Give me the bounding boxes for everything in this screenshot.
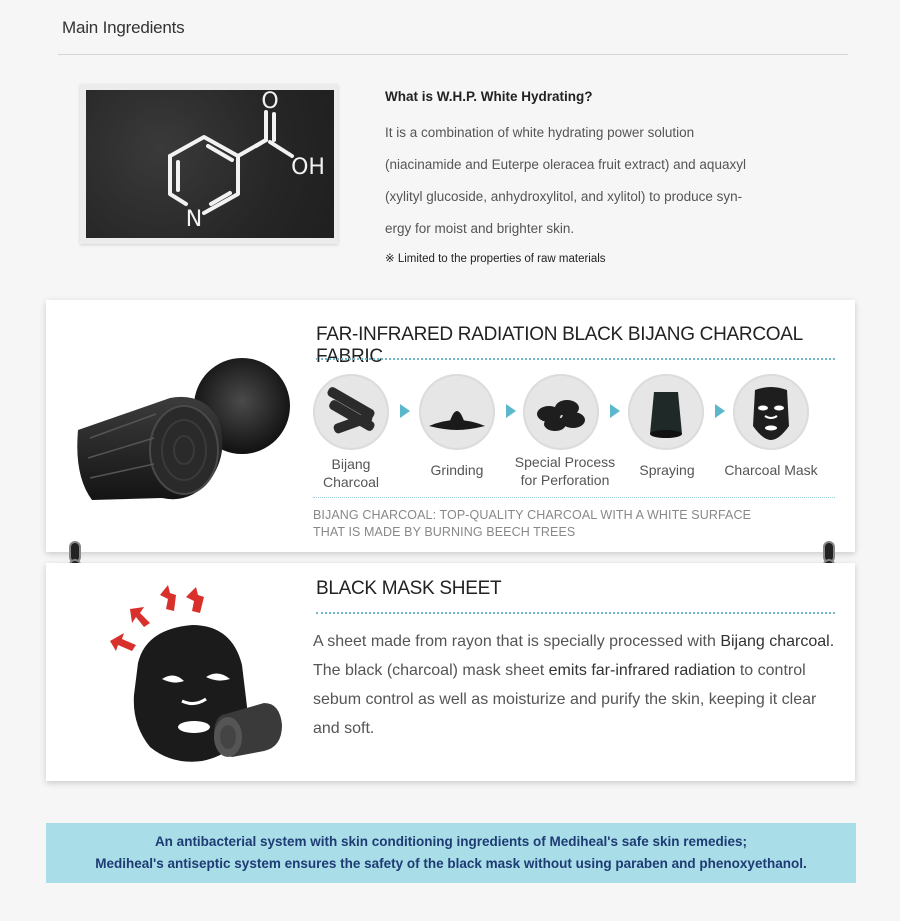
step-label: Grinding [430,462,484,478]
step-charcoal-mask [733,374,809,450]
whp-note: ※ Limited to the properties of raw materials [385,253,606,265]
banner-line: Mediheal's antiseptic system ensures the safety of the black mask without using paraben and phenoxyethanol. [95,856,807,871]
step-label: Spraying [639,462,695,478]
mask-p1: A sheet made from rayon that is specially processed with [313,633,716,650]
charcoal-footnote: BIJANG CHARCOAL: TOP-QUALITY CHARCOAL WITH A WHITE SURFACE THAT IS MADE BY BURNING BEECH TREES [313,508,752,539]
black-mask-description [313,627,838,743]
charcoal-fabric-heading: FAR-INFRARED RADIATION BLACK BIJANG CHARCOAL FABRIC [316,324,803,367]
step-bijang-charcoal [313,374,389,450]
yarn-spool-icon [628,374,704,450]
charcoal-sticks-icon [313,374,389,450]
whp-heading: What is W.H.P. White Hydrating? [385,89,593,104]
arrow-right-icon [715,404,725,418]
arrow-right-icon [610,404,620,418]
step-spraying [628,374,704,450]
step-label: Charcoal Mask [724,462,818,478]
mask-p2-emphasis: emits far-infrared radiation [548,662,736,679]
niacinamide-structure-icon [86,90,334,238]
mask-p2: The black (charcoal) mask sheet [313,662,549,679]
mask-p2-rest: to control sebum control as well as moisturize and purify the skin, keeping it clear and soft. [313,662,817,737]
step-perforation [523,374,599,450]
antibacterial-banner [46,823,856,883]
heading-divider [316,358,835,360]
whp-line: ergy for moist and brighter skin. [385,221,575,236]
powder-pile-icon [419,374,495,450]
section-title: Main Ingredients [62,18,185,37]
hydroxyl-label: OH [291,155,325,180]
step-label: Bijang Charcoal [322,456,380,490]
chalkboard [86,90,334,238]
charcoal-pellets-icon [523,374,599,450]
molecule-image [80,84,338,244]
whp-line: It is a combination of white hydrating power solution [385,125,695,140]
charcoal-log-icon [70,348,290,518]
title-divider [58,54,848,55]
mask-sheet-icon [733,374,809,450]
nitrogen-label: N [185,207,203,232]
whp-description [385,117,825,245]
step-grinding [419,374,495,450]
banner-line: An antibacterial system with skin conditioning ingredients of Mediheal's safe skin remedies; [154,834,748,849]
footnote-divider [313,497,835,498]
oxygen-label: O [261,90,279,114]
black-mask-heading: BLACK MASK SHEET [316,578,502,599]
heading-divider [316,612,835,614]
arrow-right-icon [400,404,410,418]
mask-p1-emphasis: Bijang charcoal. [720,633,835,650]
step-label: Special Process for Perforation [514,454,616,488]
whp-line: (niacinamide and Euterpe oleracea fruit extract) and aquaxyl [385,157,746,172]
black-mask-icon [102,585,292,765]
whp-line: (xylityl glucoside, anhydroxylitol, and xylitol) to produce syn- [385,189,743,204]
arrow-right-icon [506,404,516,418]
